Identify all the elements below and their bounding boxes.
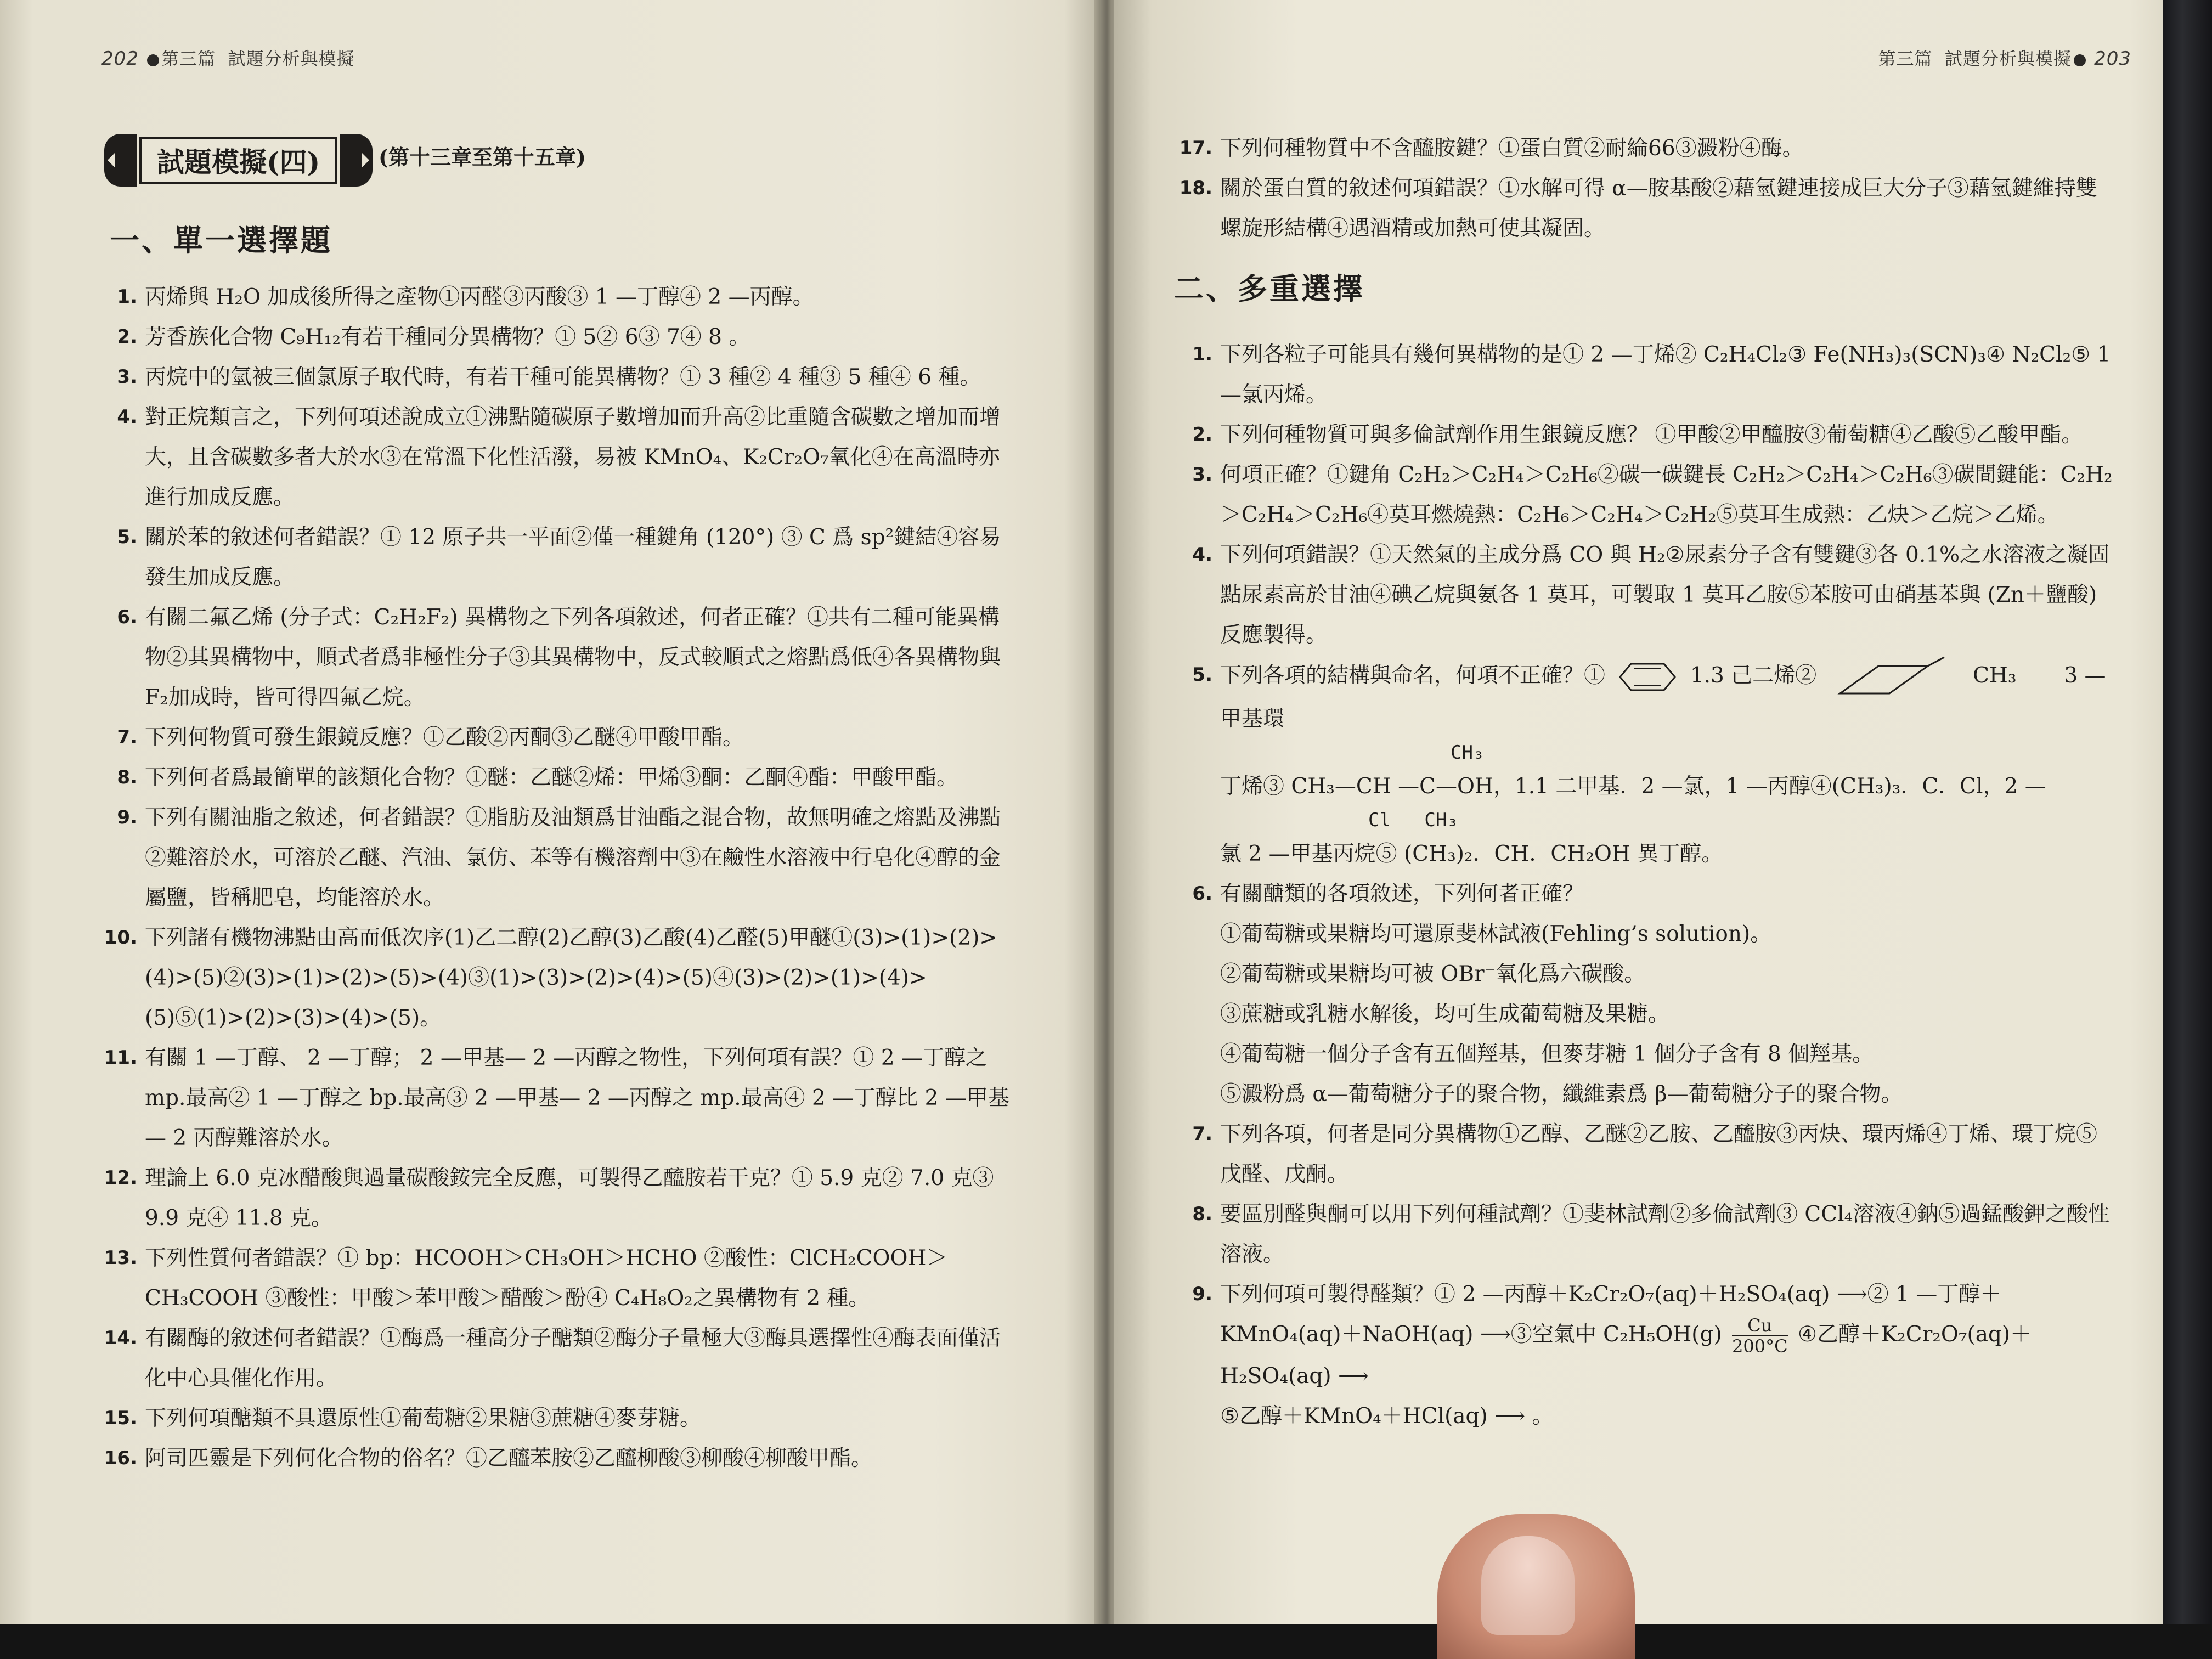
question-item [1174,415,2118,455]
question-item [99,918,1020,1038]
question-number: 12. [104,1167,137,1189]
question-number: 6. [1192,883,1212,905]
question-text: 對正烷類言之，下列何項述說成立①沸點隨碳原子數增加而升高②比重隨含碳數之增加而增大，且含碳數多者大於水③在常溫下化性活潑，易被 KMnO₄、K₂Cr₂O₇氧化④在高溫時亦進行加成反應。 [145,405,1001,510]
question-text [1220,655,2118,874]
question-number: 9. [117,806,137,828]
question-item [1174,1194,2118,1274]
question-text-part: ④乙醇＋K₂Cr₂O₇(aq)＋ H₂SO₄(aq) ⟶ [1220,1322,2032,1389]
banner-title: 試題模擬(四) [139,137,337,184]
question-item [1174,874,2118,1114]
question-item [1174,1114,2118,1194]
question-item [99,357,1020,397]
right-page [1114,0,2183,1624]
reaction-condition [1732,1316,1788,1356]
page-number: 202 [101,48,139,70]
question-number: 10. [104,927,137,949]
question-number: 15. [104,1407,137,1429]
option-line: ⑤澱粉爲 α—葡萄糖分子的聚合物，纖維素爲 β—葡萄糖分子的聚合物。 [1220,1082,1903,1107]
question-text: 下列何種物質可與多倫試劑作用生銀鏡反應？ ①甲酸②甲醯胺③葡萄糖④乙酸⑤乙酸甲酯。 [1220,422,2083,447]
question-number: 5. [1192,664,1212,686]
question-item [99,517,1020,597]
question-body [1220,1274,2118,1436]
question-text: 下列何種物質中不含醯胺鍵？①蛋白質②耐綸66③澱粉④酶。 [1220,136,1804,161]
cyclohexadiene-ring-icon [1617,661,1678,693]
question-item [99,597,1020,718]
question-number: 4. [1192,544,1212,566]
question-text-part: 丁烯③ CH₃—CH —C—OH，1.1 二甲基．2 —氯，1 —丙醇④(CH₃)₃．C．Cl，2 — [1220,774,2046,799]
question-text: 下列何項醣類不具還原性①葡萄糖②果糖③蔗糖④麥芽糖。 [145,1406,702,1431]
question-number: 16. [104,1447,137,1469]
question-number: 8. [117,766,137,788]
question-text-part: 1.3 己二烯② [1690,663,1817,688]
question-text-part: 下列何項可製得醛類？① 2 —丙醇＋K₂Cr₂O₇(aq)＋H₂SO₄(aq) ⟶② 1 —丁醇＋KMnO₄(aq)＋NaOH(aq) ⟶③空氣中 C₂H₅OH(g) [1220,1282,2002,1347]
question-item [1174,455,2118,535]
chapter-banner [104,134,373,187]
question-body [1220,874,2118,1114]
question-text: 有關二氟乙烯 (分子式：C₂H₂F₂) 異構物之下列各項敘述，何者正確？①共有二種可能異構物②其異構物中，順式者爲非極性分子③其異構物中，反式較順式之熔點爲低④各異構物與 F₂加成時，皆可得四氟乙烷。 [145,605,1001,710]
table-edge [2163,0,2212,1659]
banner-right-cap-icon [340,134,373,187]
table-surface [0,1624,2212,1659]
question-number: 17. [1179,137,1212,159]
question-text: 理論上 6.0 克冰醋酸與過量碳酸銨完全反應，可製得乙醯胺若干克？① 5.9 克② 7.0 克③ 9.9 克④ 11.8 克。 [145,1166,994,1231]
option-line: ③蔗糖或乳糖水解後，均可生成葡萄糖及果糖。 [1220,1002,1670,1026]
structure-bottom: Cl CH₃ [1368,809,1458,831]
question-item [99,1038,1020,1158]
question-text: 下列何者爲最簡單的該類化合物？①醚：乙醚②烯：甲烯③酮：乙酮④酯：甲酸甲酯。 [145,765,958,790]
question-item [1174,535,2118,655]
question-text: 阿司匹靈是下列何化合物的俗名？①乙醯苯胺②乙醯柳酸③柳酸④柳酸甲酯。 [145,1446,873,1471]
temperature-label: 200°C [1732,1336,1788,1357]
question-item [99,317,1020,357]
bullet-dot-icon [147,54,159,66]
question-number: 3. [1192,464,1212,486]
question-number: 11. [104,1047,137,1069]
question-text: 丙烯與 H₂O 加成後所得之產物①丙醛③丙酸③ 1 —丁醇④ 2 —丙醇。 [145,285,814,309]
question-number: 9. [1192,1283,1212,1305]
question-text: 下列諸有機物沸點由高而低次序(1)乙二醇(2)乙醇(3)乙酸(4)乙醛(5)甲醚①(3)>(1)>(2)>(4)>(5)②(3)>(1)>(2)>(5)>(4)③(1)>(3)>(2)>(4)>(5)④(3)>(2)>(1)>(4)>(5)⑤(1)>(2)>(3)>(4)>(5)。 [145,926,997,1030]
question-number: 6. [117,606,137,628]
question-item [99,1398,1020,1438]
question-text: 下列何項錯誤？①天然氣的主成分爲 CO 與 H₂②尿素分子含有雙鍵③各 0.1%之水溶液之凝固點尿素高於甘油④碘乙烷與氨各 1 莫耳，可製取 1 莫耳乙胺⑤苯胺可由硝基苯與 (Zn＋鹽酸) 反應製得。 [1220,543,2110,647]
question-item [99,1238,1020,1318]
question-item [1174,1274,2118,1436]
question-item [99,397,1020,517]
question-number: 5. [117,526,137,548]
question-text: 關於苯的敘述何者錯誤？① 12 原子共一平面②僅一種鍵角 (120°) ③ C 爲 sp²鍵結④容易發生加成反應。 [145,525,1001,590]
question-number: 8. [1192,1203,1212,1225]
question-item [99,1318,1020,1398]
question-text: 芳香族化合物 C₉H₁₂有若干種同分異構物？① 5② 6③ 7④ 8 。 [145,325,751,349]
banner-left-cap-icon [104,134,137,187]
question-item [99,277,1020,317]
question-number: 2. [1192,424,1212,445]
question-number: 14. [104,1327,137,1349]
page-number: 203 [2094,48,2131,70]
question-text: 下列何物質可發生銀鏡反應？①乙酸②丙酮③乙醚④甲酸甲酯。 [145,725,744,750]
question-text: 下列性質何者錯誤？① bp：HCOOH＞CH₃OH＞HCHO ②酸性：ClCH₂COOH＞CH₃COOH ③酸性：甲酸＞苯甲酸＞醋酸＞酚④ C₄H₈O₂之異構物有 2 種。 [145,1246,948,1311]
question-item [1174,168,2118,249]
question-item [99,1158,1020,1238]
question-list-continued [1174,128,2118,249]
question-list [99,277,1020,1479]
question-item-structures [1174,655,2118,874]
question-text: 下列各項，何者是同分異構物①乙醇、乙醚②乙胺、乙醯胺③丙炔、環丙烯④丁烯、環丁烷⑤戊醛、戊酮。 [1220,1122,2098,1187]
question-text: 有關 1 —丁醇、 2 —丁醇； 2 —甲基— 2 —丙醇之物性，下列何項有誤？① 2 —丁醇之 mp.最高② 1 —丁醇之 bp.最高③ 2 —甲基— 2 —丙醇之 mp.最高④ 2 —丁醇比 2 —甲基— 2 丙醇難溶於水。 [145,1046,1009,1150]
running-head-right [1878,45,2131,70]
option-line: ①葡萄糖或果糖均可還原斐林試液(Fehling’s solution)。 [1220,922,1772,946]
structure-top: CH₃ [1451,742,1485,764]
question-number: 4. [117,406,137,428]
question-text: 何項正確？①鍵角 C₂H₂＞C₂H₄＞C₂H₆②碳一碳鍵長 C₂H₂＞C₂H₄＞C₂H₆③碳間鍵能：C₂H₂＞C₂H₄＞C₂H₆④莫耳燃燒熱：C₂H₆＞C₂H₄＞C₂H₂⑤莫耳生成熱：乙炔＞乙烷＞乙烯。 [1220,462,2113,527]
question-item [1174,128,2118,168]
thumbnail-icon [1481,1536,1575,1635]
question-text-part: 氯 2 —甲基丙烷⑤ (CH₃)₂．CH．CH₂OH 異丁醇。 [1220,842,1723,866]
methyl-label: CH₃ [1973,663,2017,688]
section-title: 一、單一選擇題 [110,223,332,258]
running-title: 試題分析與模擬 [1944,48,2072,69]
part-label: 第三篇 [161,48,216,69]
question-text: 下列各粒子可能具有幾何異構物的是① 2 —丁烯② C₂H₄Cl₂③ Fe(NH₃)₃(SCN)₃④ N₂Cl₂⑤ 1 —氯丙烯。 [1220,342,2111,407]
section-title: 二、多重選擇 [1174,271,1365,306]
question-text: 有關酶的敘述何者錯誤？①酶爲一種高分子醣類②酶分子量極大③酶具選擇性④酶表面僅活化中心具催化作用。 [145,1326,1001,1391]
question-text-part: ⑤乙醇＋KMnO₄＋HCl(aq) ⟶ 。 [1220,1404,1554,1429]
question-text-part: 3 —甲基環 [1220,663,2106,731]
question-text: 下列有關油脂之敘述，何者錯誤？①脂肪及油類爲甘油酯之混合物，故無明確之熔點及沸點②難溶於水，可溶於乙醚、汽油、氯仿、苯等有機溶劑中③在鹼性水溶液中行皂化④醇的金屬鹽，皆稱肥皂，均能溶於水。 [145,805,1001,910]
running-head-left [101,45,354,70]
question-number: 2. [117,326,137,348]
question-item [1174,335,2118,415]
question-number: 1. [117,286,137,308]
running-title: 試題分析與模擬 [228,48,355,69]
question-number: 7. [117,726,137,748]
bullet-dot-icon [2074,54,2086,66]
methylcyclobutene-ring-icon [1829,655,1961,699]
question-item [99,1438,1020,1479]
question-text: 要區別醛與酮可以用下列何種試劑？①斐林試劑②多倫試劑③ CCl₄溶液④鈉⑤過錳酸鉀之酸性溶液。 [1220,1202,2110,1267]
question-number: 18. [1179,177,1212,199]
question-text: 有關醣類的各項敘述，下列何者正確？ [1220,882,1584,906]
question-item [99,718,1020,758]
part-label: 第三篇 [1878,48,1933,69]
question-text: 關於蛋白質的敘述何項錯誤？①水解可得 α—胺基酸②藉氫鍵連接成巨大分子③藉氫鍵維持雙螺旋形結構④遇酒精或加熱可使其凝固。 [1220,176,2097,241]
option-line: ②葡萄糖或果糖均可被 OBr⁻氧化爲六碳酸。 [1220,962,1646,986]
question-text: 丙烷中的氫被三個氯原子取代時，有若干種可能異構物？① 3 種② 4 種③ 5 種④ 6 種。 [145,365,981,390]
option-line: ④葡萄糖一個分子含有五個羥基，但麥芽糖 1 個分子含有 8 個羥基。 [1220,1042,1874,1066]
catalyst-label: Cu [1732,1316,1788,1336]
question-item [99,758,1020,798]
question-number: 3. [117,366,137,388]
question-text-part: 下列各項的結構與命名，何項不正確？① [1220,663,1606,688]
question-number: 7. [1192,1123,1212,1145]
question-number: 1. [1192,343,1212,365]
chapter-range: (第十三章至第十五章) [379,145,586,170]
question-item [99,798,1020,918]
multi-choice-list [1174,335,2118,1436]
left-page [0,0,1103,1624]
question-number: 13. [104,1247,137,1269]
